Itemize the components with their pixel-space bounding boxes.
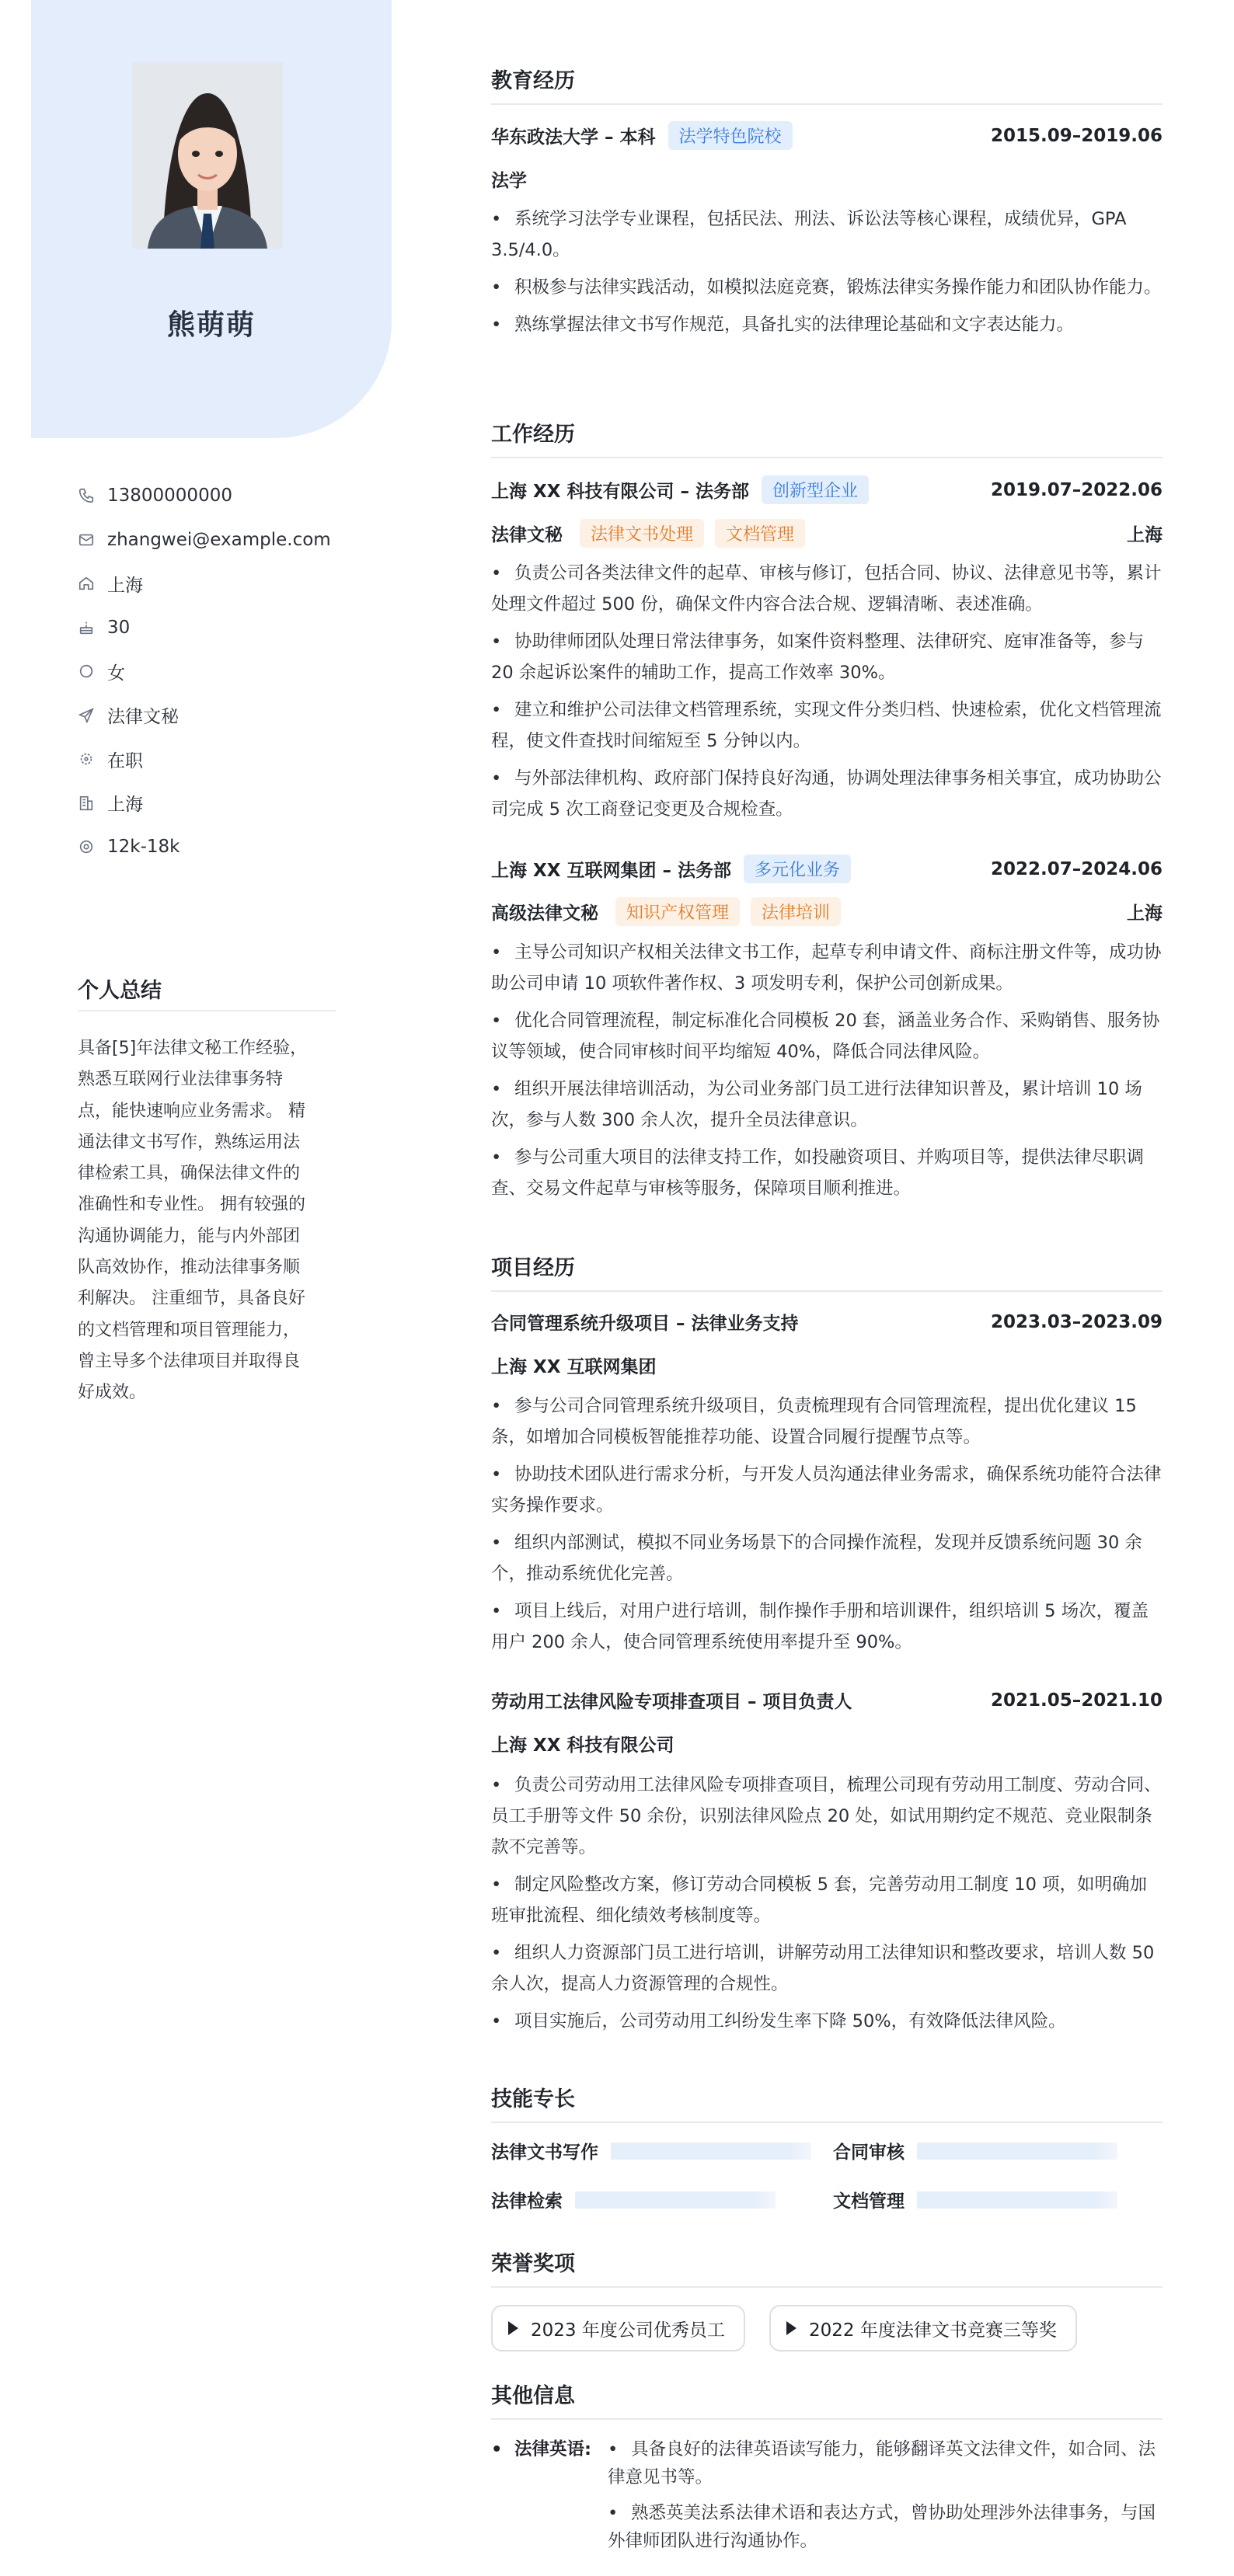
contact-gender bbox=[78, 649, 373, 694]
contact-gender-text: 女 bbox=[107, 663, 125, 684]
skills-title: 技能专长 bbox=[491, 2082, 1163, 2123]
job-role-row bbox=[491, 897, 1163, 926]
skill-label: 法律文书写作 bbox=[491, 2143, 598, 2163]
summary-line: 准确性和专业性。 拥有较强的 bbox=[78, 1195, 305, 1215]
company-name: 上海 XX 互联网集团 – 法务部 bbox=[491, 861, 731, 881]
education-title: 教育经历 bbox=[491, 64, 1163, 105]
job-role: 法律文秘 bbox=[491, 525, 563, 545]
list-item: • 组织开展法律培训活动，为公司业务部门员工进行法律知识普及，累计培训 10 场次，参与人数 300 余人次，提升全员法律意识。 bbox=[491, 1079, 1142, 1130]
contact-age-text: 30 bbox=[107, 617, 131, 638]
skill-label: 合同审核 bbox=[833, 2143, 905, 2163]
education-major-row bbox=[491, 166, 1163, 192]
profile-photo bbox=[132, 62, 283, 249]
list-item: • 负责公司各类法律文件的起草、审核与修订，包括合同、协议、法律意见书等，累计处理文件超过 500 份，确保文件内容合法合规、逻辑清晰、表述准确。 bbox=[491, 563, 1162, 614]
contact-age bbox=[78, 606, 373, 650]
skill-bar bbox=[575, 2191, 776, 2209]
skill-row bbox=[491, 2138, 1163, 2169]
contact-email bbox=[78, 518, 373, 562]
skill-label: 文档管理 bbox=[833, 2191, 905, 2212]
summary-line: 熟悉互联网行业法律事务特 bbox=[78, 1070, 284, 1090]
contact-home bbox=[78, 562, 373, 606]
list-item: • 协助技术团队进行需求分析，与开发人员沟通法律业务需求，确保系统功能符合法律实务操作要求。 bbox=[491, 1464, 1162, 1516]
phone-icon bbox=[78, 487, 95, 504]
list-item: • 优化合同管理流程，制定标准化合同模板 20 套，涵盖业务合作、采购销售、服务协议等领域，使合同审核时间平均缩短 40%，降低合同法律风险。 bbox=[491, 1011, 1160, 1062]
list-item: • 组织人力资源部门员工进行培训，讲解劳动用工法律知识和整改要求，培训人数 50 余人次，提高人力资源管理的合规性。 bbox=[491, 1943, 1155, 1994]
status-icon bbox=[78, 750, 95, 768]
list-item: • 熟悉英美法系法律术语和表达方式，曾协助处理涉外法律事务，与国外律师团队进行沟通协作。 bbox=[608, 2503, 1156, 2551]
skill-bar bbox=[611, 2143, 811, 2160]
school-tag: 法学特色院校 bbox=[668, 121, 793, 150]
project-org-row bbox=[491, 1731, 1163, 1756]
list-item: • 组织内部测试，模拟不同业务场景下的合同操作流程，发现并反馈系统问题 30 余个，推动系统优化完善。 bbox=[491, 1533, 1142, 1584]
company-tag: 创新型企业 bbox=[762, 475, 869, 504]
contact-city bbox=[78, 782, 373, 826]
send-icon bbox=[78, 707, 95, 724]
education-period: 2015.09–2019.06 bbox=[990, 125, 1163, 146]
project-org-row bbox=[491, 1352, 1163, 1378]
list-item: • 协助律师团队处理日常法律事务，如案件资料整理、法律研究、庭审准备等，参与 20 余起诉讼案件的辅助工作，提高工作效率 30%。 bbox=[491, 632, 1145, 683]
gender-icon bbox=[78, 663, 95, 680]
job-role: 高级法律文秘 bbox=[491, 903, 598, 924]
skill-bar bbox=[917, 2143, 1117, 2160]
list-item: • 具备良好的法律英语读写能力，能够翻译英文法律文件，如合同、法律意见书等。 bbox=[608, 2439, 1156, 2487]
list-item: • 参与公司合同管理系统升级项目，负责梳理现有合同管理流程，提出优化建议 15 条，如增加合同模板智能推荐功能、设置合同履行提醒节点等。 bbox=[491, 1396, 1137, 1447]
list-item: • 参与公司重大项目的法律支持工作，如投融资项目、并购项目等，提供法律尽职调查、交易文件起草与审核等服务，保障项目顺利推进。 bbox=[491, 1147, 1145, 1199]
list-item: • 制定风险整改方案，修订劳动合同模板 5 套，完善劳动用工制度 10 项，如明确加班审批流程、细化绩效考核制度等。 bbox=[491, 1875, 1148, 1926]
summary-title: 个人总结 bbox=[78, 973, 336, 1011]
work-title: 工作经历 bbox=[491, 417, 1163, 458]
contact-home-text: 上海 bbox=[107, 575, 143, 596]
play-icon bbox=[508, 2321, 518, 2335]
other-title: 其他信息 bbox=[491, 2379, 1163, 2420]
job-bullets bbox=[491, 558, 1163, 831]
list-item: • 负责公司劳动用工法律风险专项排查项目，梳理公司现有劳动用工制度、劳动合同、员工手册等文件 50 余份，识别法律风险点 20 处，如试用期约定不规范、竞业限制条款不完善等。 bbox=[491, 1775, 1162, 1857]
skill-tag: 文档管理 bbox=[715, 519, 805, 548]
portrait-image bbox=[132, 62, 283, 249]
project-name: 劳动用工法律风险专项排查项目 – 项目负责人 bbox=[491, 1692, 852, 1712]
job-city: 上海 bbox=[1127, 903, 1163, 924]
contact-city-text: 上海 bbox=[107, 795, 143, 816]
summary-line: 好成效。 bbox=[78, 1383, 147, 1403]
education-header bbox=[491, 121, 1163, 150]
contact-job bbox=[78, 694, 373, 738]
award-badge bbox=[491, 2305, 745, 2351]
skill-item bbox=[833, 2138, 1117, 2163]
awards-title: 荣誉奖项 bbox=[491, 2247, 1163, 2288]
contact-status bbox=[78, 737, 373, 782]
job-city: 上海 bbox=[1127, 525, 1163, 545]
list-item: • 主导公司知识产权相关法律文书工作，起草专利申请文件、商标注册文件等，成功协助公司申请 10 项软件著作权、3 项发明专利，保护公司创新成果。 bbox=[491, 942, 1162, 994]
summary-line: 点，能快速响应业务需求。 精 bbox=[78, 1101, 305, 1121]
list-item: • 系统学习法学专业课程，包括民法、刑法、诉讼法等核心课程，成绩优异，GPA 3.5/4.0。 bbox=[491, 209, 1127, 260]
projects-title: 项目经历 bbox=[491, 1251, 1163, 1292]
skill-item bbox=[491, 2138, 811, 2163]
job-bullets bbox=[491, 937, 1163, 1210]
company-name: 上海 XX 科技有限公司 – 法务部 bbox=[491, 482, 749, 502]
project-org: 上海 XX 科技有限公司 bbox=[491, 1735, 675, 1756]
play-icon bbox=[786, 2321, 797, 2335]
education-major: 法学 bbox=[491, 171, 527, 191]
list-item: • 积极参与法律实践活动，如模拟法庭竞赛，锻炼法律实务操作能力和团队协作能力。 bbox=[491, 277, 1162, 298]
contact-list bbox=[78, 474, 373, 869]
contact-job-text: 法律文秘 bbox=[107, 707, 179, 728]
cake-icon bbox=[78, 619, 95, 636]
summary-line: 律检索工具，确保法律文件的 bbox=[78, 1164, 301, 1184]
list-item: • 项目上线后，对用户进行培训，制作操作手册和培训课件，组织培训 5 场次，覆盖用户 200 余人，使合同管理系统使用率提升至 90%。 bbox=[491, 1601, 1149, 1652]
skill-row bbox=[491, 2187, 1163, 2218]
school-name: 华东政法大学 – 本科 bbox=[491, 127, 656, 148]
contact-phone-text: 13800000000 bbox=[107, 486, 232, 506]
job-header bbox=[491, 855, 1163, 883]
contact-status-text: 在职 bbox=[107, 750, 143, 771]
project-period: 2021.05–2021.10 bbox=[990, 1690, 1163, 1711]
contact-salary-text: 12k-18k bbox=[107, 837, 180, 858]
list-item: • 熟练掌握法律文书写作规范，具备扎实的法律理论基础和文字表达能力。 bbox=[491, 315, 1075, 335]
job-header bbox=[491, 475, 1163, 504]
contact-email-text: zhangwei@example.com bbox=[107, 529, 331, 550]
project-org: 上海 XX 互联网集团 bbox=[491, 1357, 657, 1377]
other-list bbox=[608, 2435, 1163, 2563]
summary-line: 沟通协调能力，能与内外部团 bbox=[78, 1226, 301, 1246]
skill-item bbox=[491, 2187, 776, 2212]
contact-salary bbox=[78, 825, 373, 869]
education-bullets bbox=[491, 204, 1163, 346]
summary-text bbox=[78, 1033, 336, 1409]
project-bullets bbox=[491, 1770, 1163, 2043]
summary-line: 曾主导多个法律项目并取得良 bbox=[78, 1351, 301, 1371]
award-badge bbox=[769, 2305, 1077, 2351]
mail-icon bbox=[78, 531, 95, 548]
skill-item bbox=[833, 2187, 1117, 2212]
summary-line: 通法律文书写作，熟练运用法 bbox=[78, 1132, 301, 1152]
other-label-row: • 法律英语: bbox=[491, 2439, 591, 2459]
salary-icon bbox=[78, 838, 95, 855]
skill-tag: 法律培训 bbox=[751, 897, 841, 926]
award-label: 2023 年度公司优秀员工 bbox=[531, 2320, 725, 2341]
project-name: 合同管理系统升级项目 – 法律业务支持 bbox=[491, 1314, 799, 1334]
summary-line: 具备[5]年法律文秘工作经验， bbox=[78, 1039, 308, 1058]
skill-tag: 法律文书处理 bbox=[580, 519, 704, 548]
skill-bar bbox=[917, 2191, 1117, 2209]
building-icon bbox=[78, 795, 95, 812]
job-role-row bbox=[491, 519, 1163, 548]
other-label: 法律英语: bbox=[514, 2439, 591, 2459]
project-bullets bbox=[491, 1391, 1163, 1664]
home-icon bbox=[78, 575, 95, 592]
project-header bbox=[491, 1309, 1163, 1335]
summary-line: 队高效协作，推动法律事务顺 bbox=[78, 1258, 301, 1278]
skill-tag: 知识产权管理 bbox=[615, 897, 740, 926]
contact-phone bbox=[78, 474, 373, 518]
list-item: • 建立和维护公司法律文档管理系统，实现文件分类归档、快速检索，优化文档管理流程，使文件查找时间缩短至 5 分钟以内。 bbox=[491, 700, 1162, 751]
skill-label: 法律检索 bbox=[491, 2191, 563, 2212]
sidebar bbox=[0, 0, 392, 2576]
award-label: 2022 年度法律文书竞赛三等奖 bbox=[809, 2320, 1057, 2341]
summary-line: 利解决。 注重细节，具备良好 bbox=[78, 1289, 305, 1309]
job-period: 2019.07–2022.06 bbox=[990, 479, 1163, 500]
profile-name: 熊萌萌 bbox=[166, 309, 256, 341]
list-item: • 项目实施后，公司劳动用工纠纷发生率下降 50%，有效降低法律风险。 bbox=[491, 2011, 1066, 2031]
job-period: 2022.07–2024.06 bbox=[990, 858, 1163, 879]
project-header bbox=[491, 1687, 1163, 1713]
company-tag: 多元化业务 bbox=[744, 855, 851, 883]
summary-line: 的文档管理和项目管理能力， bbox=[78, 1320, 301, 1340]
list-item: • 与外部法律机构、政府部门保持良好沟通，协调处理法律事务相关事宜，成功协助公司完成 5 次工商登记变更及合规检查。 bbox=[491, 768, 1162, 820]
project-period: 2023.03–2023.09 bbox=[990, 1311, 1163, 1332]
